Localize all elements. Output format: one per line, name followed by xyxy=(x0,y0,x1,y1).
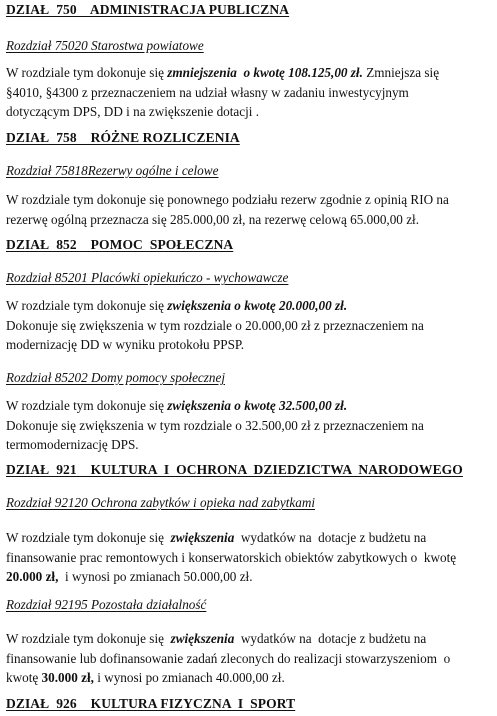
paragraph-line xyxy=(6,668,492,688)
emphasis-increase: zwiększenia xyxy=(170,530,235,545)
emphasis-increase: zwiększenia o kwotę 32.500,00 zł. xyxy=(167,398,348,413)
paragraph-line: dotyczącym DPS, DD i na zwiększenie dotacji . xyxy=(6,104,260,119)
paragraph-line: rezerwę ogólną przeznacza się 285.000,00 zł, na rezerwę celową 65.000,00 zł. xyxy=(6,211,420,227)
text-span: i wynosi po zmianach 40.000,00 zł. xyxy=(93,670,285,685)
paragraph-line: W rozdziale tym dokonuje się ponownego podziału rezerw zgodnie z opinią RIO na xyxy=(6,192,449,207)
text-span: W rozdziale tym dokonuje się xyxy=(6,530,171,545)
subsection-85202: Rozdział 85202 Domy pomocy społecznej xyxy=(6,370,226,385)
paragraph-line xyxy=(6,567,492,587)
paragraph-line: §4010, §4300 z przeznaczeniem na udział własny w zadaniu inwestycyjnym xyxy=(6,84,409,100)
emphasis-decrease: zmniejszenia o kwotę 108.125,00 zł. xyxy=(167,65,363,80)
text-span: W rozdziale tym dokonuje się xyxy=(6,631,171,646)
paragraph-line: modernizację DD w wyniku protokołu PPSP. xyxy=(6,337,245,352)
text-span: W rozdziale tym dokonuje się xyxy=(6,398,168,413)
section-heading-750: DZIAŁ 750 ADMINISTRACJA PUBLICZNA xyxy=(6,2,290,17)
paragraph-line: Dokonuje się zwiększenia w tym rozdziale o 20.000,00 zł z przeznaczeniem na xyxy=(6,317,424,333)
paragraph-line xyxy=(6,296,492,316)
paragraph-line xyxy=(6,63,492,83)
paragraph-75020 xyxy=(6,63,492,122)
subsection-75020: Rozdział 75020 Starostwa powiatowe xyxy=(6,38,204,53)
subsection-92120: Rozdział 92120 Ochrona zabytków i opieka nad zabytkami xyxy=(6,495,316,510)
section-heading-926: DZIAŁ 926 KULTURA FIZYCZNA I SPORT xyxy=(6,696,296,711)
text-span: wydatków na dotacje z budżetu na xyxy=(234,631,427,646)
paragraph-line xyxy=(6,528,492,548)
subsection-92195: Rozdział 92195 Pozostała działalność xyxy=(6,597,207,612)
subsection-85201: Rozdział 85201 Placówki opiekuńczo - wychowawcze xyxy=(6,270,289,285)
text-span: i wynosi po zmianach 50.000,00 zł. xyxy=(58,569,253,584)
paragraph-85202 xyxy=(6,396,492,455)
text-span: Zmniejsza się xyxy=(362,65,440,80)
text-span: wydatków na dotacje z budżetu na xyxy=(234,530,427,545)
paragraph-92120 xyxy=(6,528,492,587)
section-heading-921: DZIAŁ 921 KULTURA I OCHRONA DZIEDZICTWA NARODOWEGO xyxy=(6,462,463,477)
paragraph-line: finansowanie lub dofinansowanie zadań zleconych do realizacji stowarzyszeniom o xyxy=(6,650,451,666)
amount-bold: 20.000 zł, xyxy=(6,569,59,584)
emphasis-increase: zwiększenia xyxy=(170,631,235,646)
paragraph-line xyxy=(6,629,492,649)
paragraph-85201 xyxy=(6,296,492,355)
text-span: W rozdziale tym dokonuje się xyxy=(6,298,168,313)
paragraph-line: termomodernizację DPS. xyxy=(6,437,139,452)
paragraph-line: finansowanie prac remontowych i konserwatorskich obiektów zabytkowych o kwotę xyxy=(6,549,457,565)
paragraph-92195 xyxy=(6,629,492,688)
text-span: W rozdziale tym dokonuje się xyxy=(6,65,168,80)
emphasis-increase: zwiększenia o kwotę 20.000,00 zł. xyxy=(167,298,348,313)
paragraph-line xyxy=(6,396,492,416)
text-span: kwotę xyxy=(6,670,42,685)
paragraph-line: Dokonuje się zwiększenia w tym rozdziale o 32.500,00 zł z przeznaczeniem na xyxy=(6,417,424,433)
subsection-75818: Rozdział 75818Rezerwy ogólne i celowe xyxy=(6,163,219,178)
section-heading-758: DZIAŁ 758 RÓŻNE ROZLICZENIA xyxy=(6,130,240,145)
section-heading-852: DZIAŁ 852 POMOC SPOŁECZNA xyxy=(6,237,234,252)
amount-bold: 30.000 zł, xyxy=(41,670,94,685)
paragraph-75818 xyxy=(6,190,492,229)
